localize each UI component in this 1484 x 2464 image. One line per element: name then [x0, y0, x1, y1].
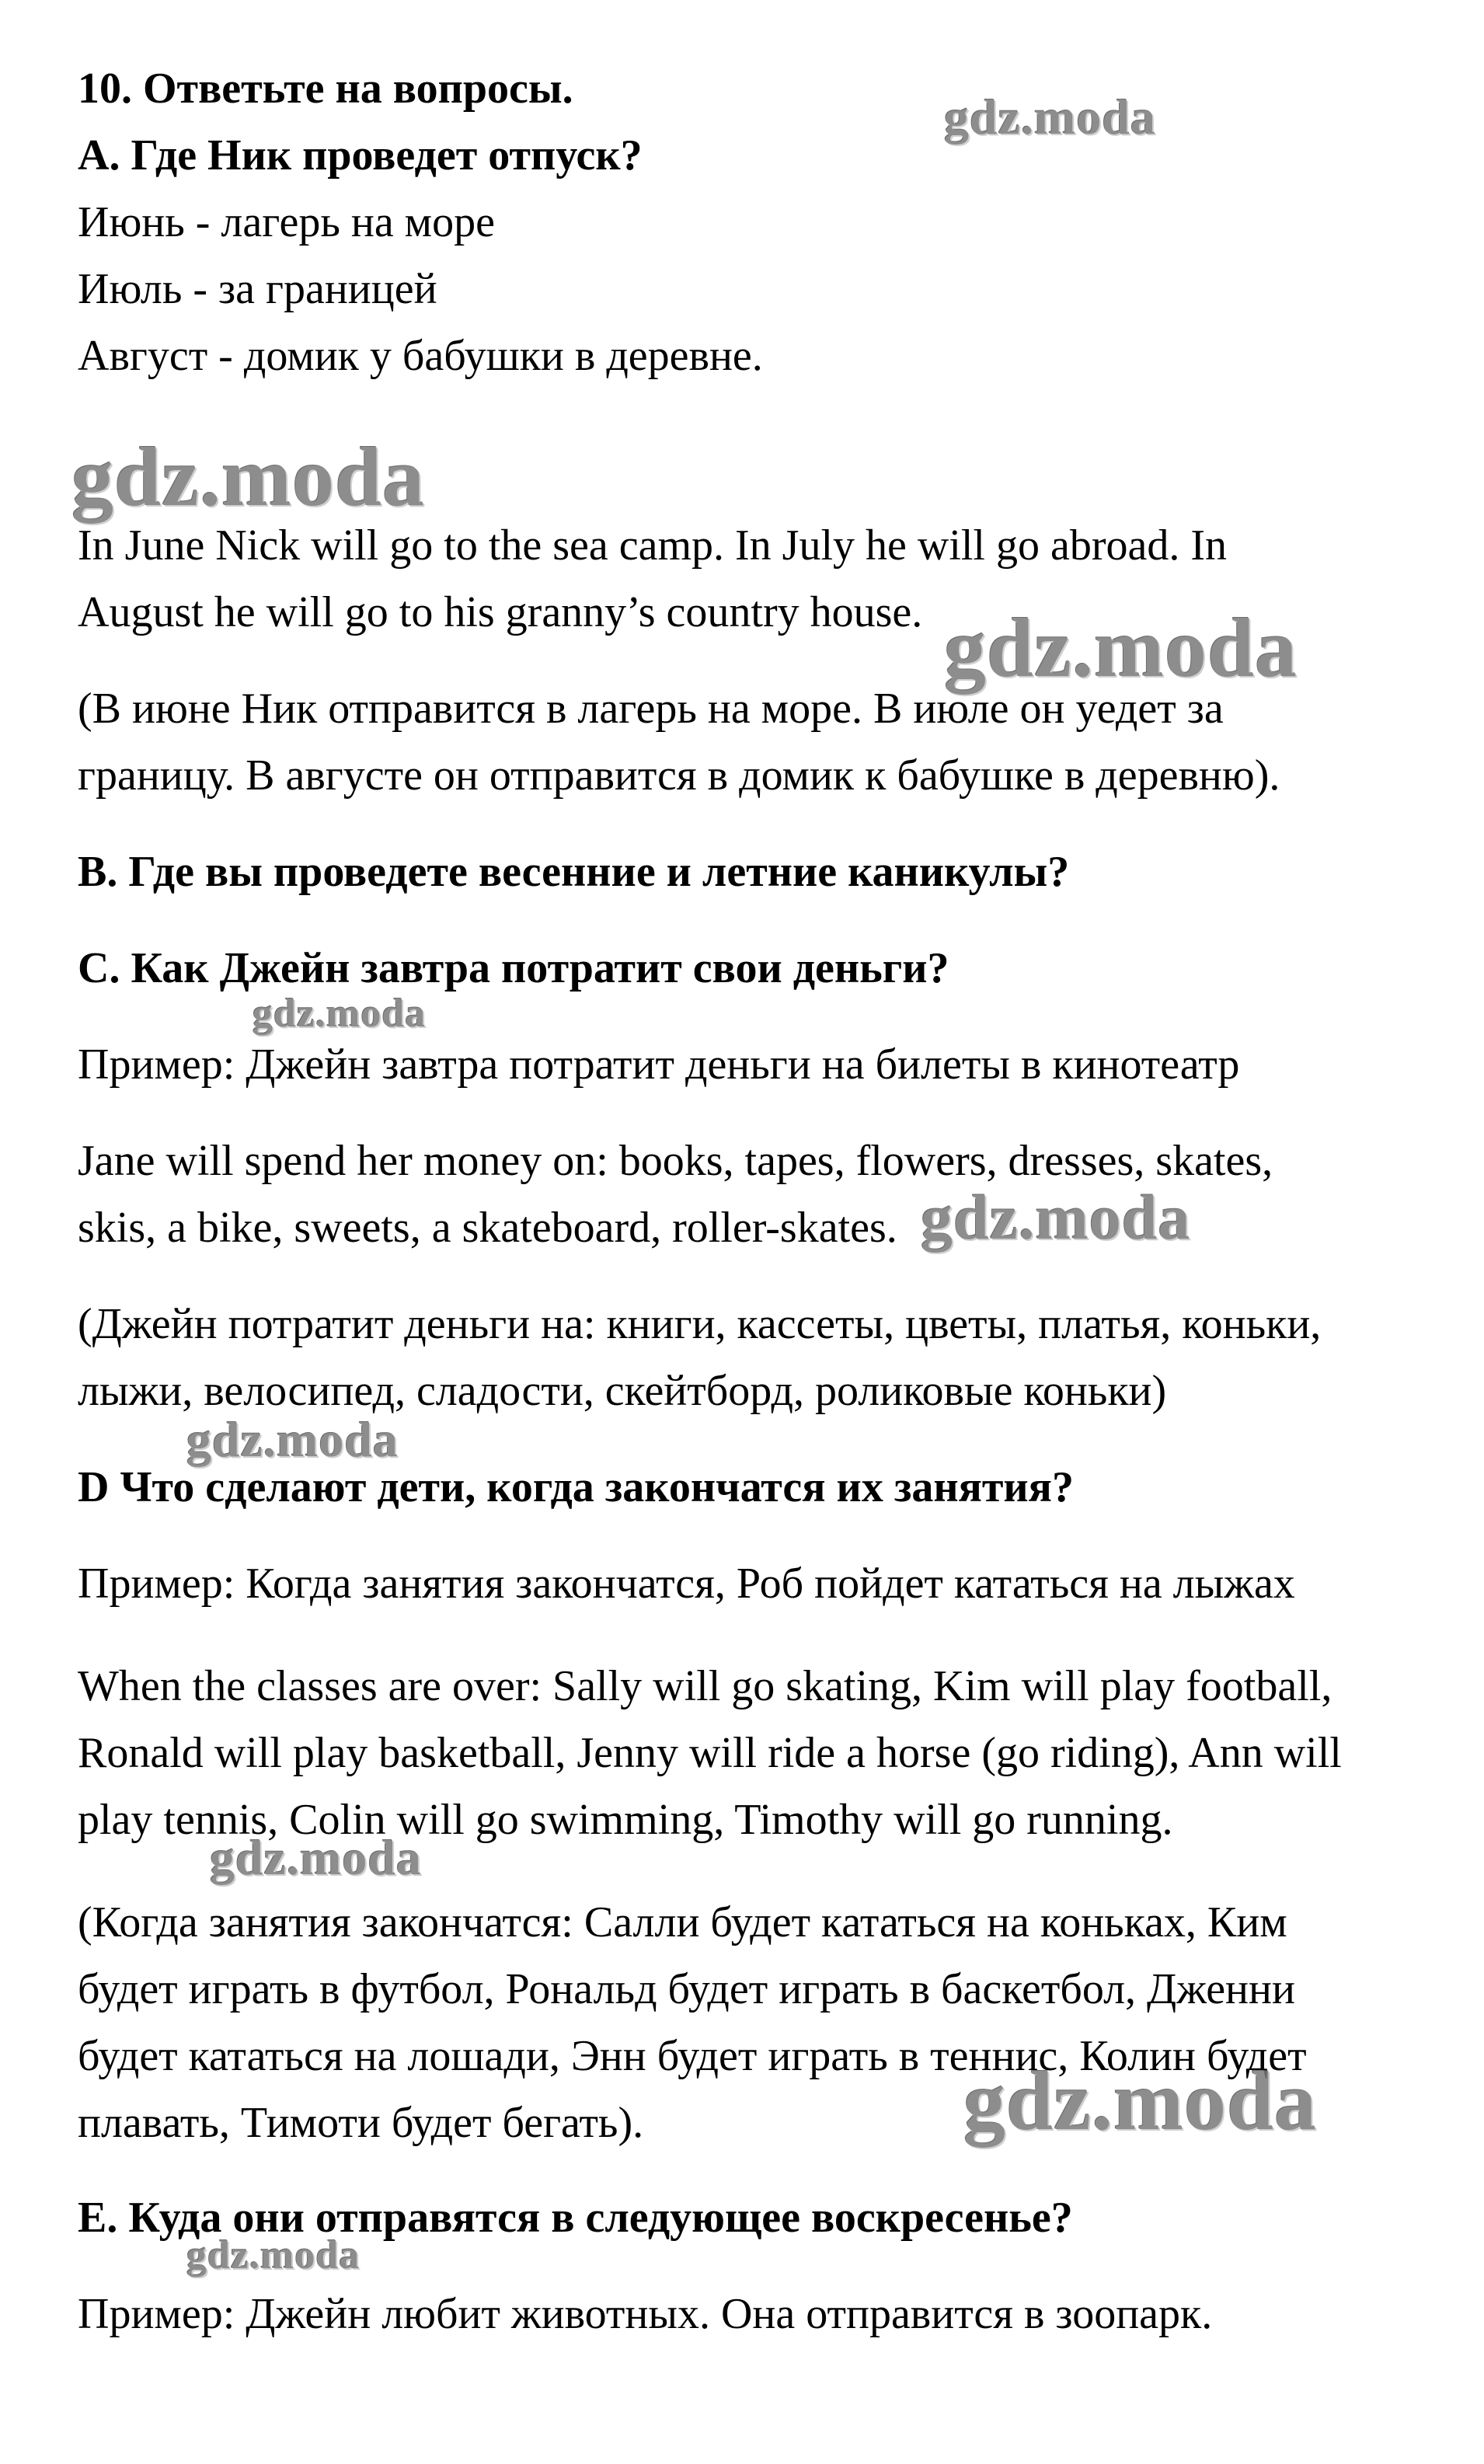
task-title: 10. Ответьте на вопросы.	[78, 64, 573, 113]
section-e-example: Пример: Джейн любит животных. Она отправится в зоопарк.	[78, 2290, 1213, 2338]
watermark: gdz.moda	[71, 431, 426, 524]
section-a-russian: границу. В августе он отправится в домик к бабушке в деревню).	[78, 751, 1280, 800]
watermark: gdz.moda	[186, 1412, 399, 1467]
watermark: gdz.moda	[210, 1830, 422, 1885]
section-a-line: Июль - за границей	[78, 265, 437, 313]
section-d-english: When the classes are over: Sally will go skating, Kim will play football,	[78, 1662, 1332, 1710]
watermark: gdz.moda	[963, 2055, 1318, 2148]
section-d-russian: плавать, Тимоти будет бегать).	[78, 2099, 644, 2147]
section-a-english: August he will go to his granny’s country house.	[78, 588, 923, 636]
watermark: gdz.moda	[186, 2233, 361, 2278]
section-b-heading: B. Где вы проведете весенние и летние каникулы?	[78, 848, 1070, 896]
section-c-english: skis, a bike, sweets, a skateboard, roller-skates.	[78, 1204, 897, 1252]
watermark: gdz.moda	[921, 1182, 1191, 1253]
section-e-heading: E. Куда они отправятся в следующее воскресенье?	[78, 2194, 1073, 2242]
section-d-russian: будет кататься на лошади, Энн будет играть в теннис, Колин будет	[78, 2032, 1307, 2080]
section-c-english: Jane will spend her money on: books, tapes, flowers, dresses, skates,	[78, 1137, 1273, 1185]
section-a-russian: (В июне Ник отправится в лагерь на море. В июле он уедет за	[78, 685, 1224, 733]
section-c-russian: лыжи, велосипед, сладости, скейтборд, роликовые коньки)	[78, 1367, 1167, 1415]
section-a-english: In June Nick will go to the sea camp. In July he will go abroad. In	[78, 521, 1227, 570]
watermark: gdz.moda	[944, 89, 1156, 145]
section-a-line: Август - домик у бабушки в деревне.	[78, 332, 763, 380]
section-c-russian: (Джейн потратит деньги на: книги, кассеты, цветы, платья, коньки,	[78, 1300, 1322, 1348]
watermark: gdz.moda	[944, 602, 1298, 695]
section-c-example: Пример: Джейн завтра потратит деньги на билеты в кинотеатр	[78, 1040, 1240, 1089]
section-d-heading: D Что сделают дети, когда закончатся их занятия?	[78, 1463, 1074, 1511]
section-d-english: Ronald will play basketball, Jenny will ride a horse (go riding), Ann will	[78, 1729, 1342, 1777]
section-d-russian: (Когда занятия закончатся: Салли будет кататься на коньках, Ким	[78, 1898, 1287, 1946]
watermark: gdz.moda	[253, 992, 427, 1036]
section-d-english: play tennis, Colin will go swimming, Timothy will go running.	[78, 1796, 1173, 1844]
section-a-line: Июнь - лагерь на море	[78, 198, 495, 246]
section-a-heading: A. Где Ник проведет отпуск?	[78, 131, 643, 179]
section-d-russian: будет играть в футбол, Рональд будет играть в баскетбол, Дженни	[78, 1965, 1295, 2013]
section-d-example: Пример: Когда занятия закончатся, Роб пойдет кататься на лыжах	[78, 1560, 1295, 1608]
section-c-heading: C. Как Джейн завтра потратит свои деньги?	[78, 944, 949, 992]
